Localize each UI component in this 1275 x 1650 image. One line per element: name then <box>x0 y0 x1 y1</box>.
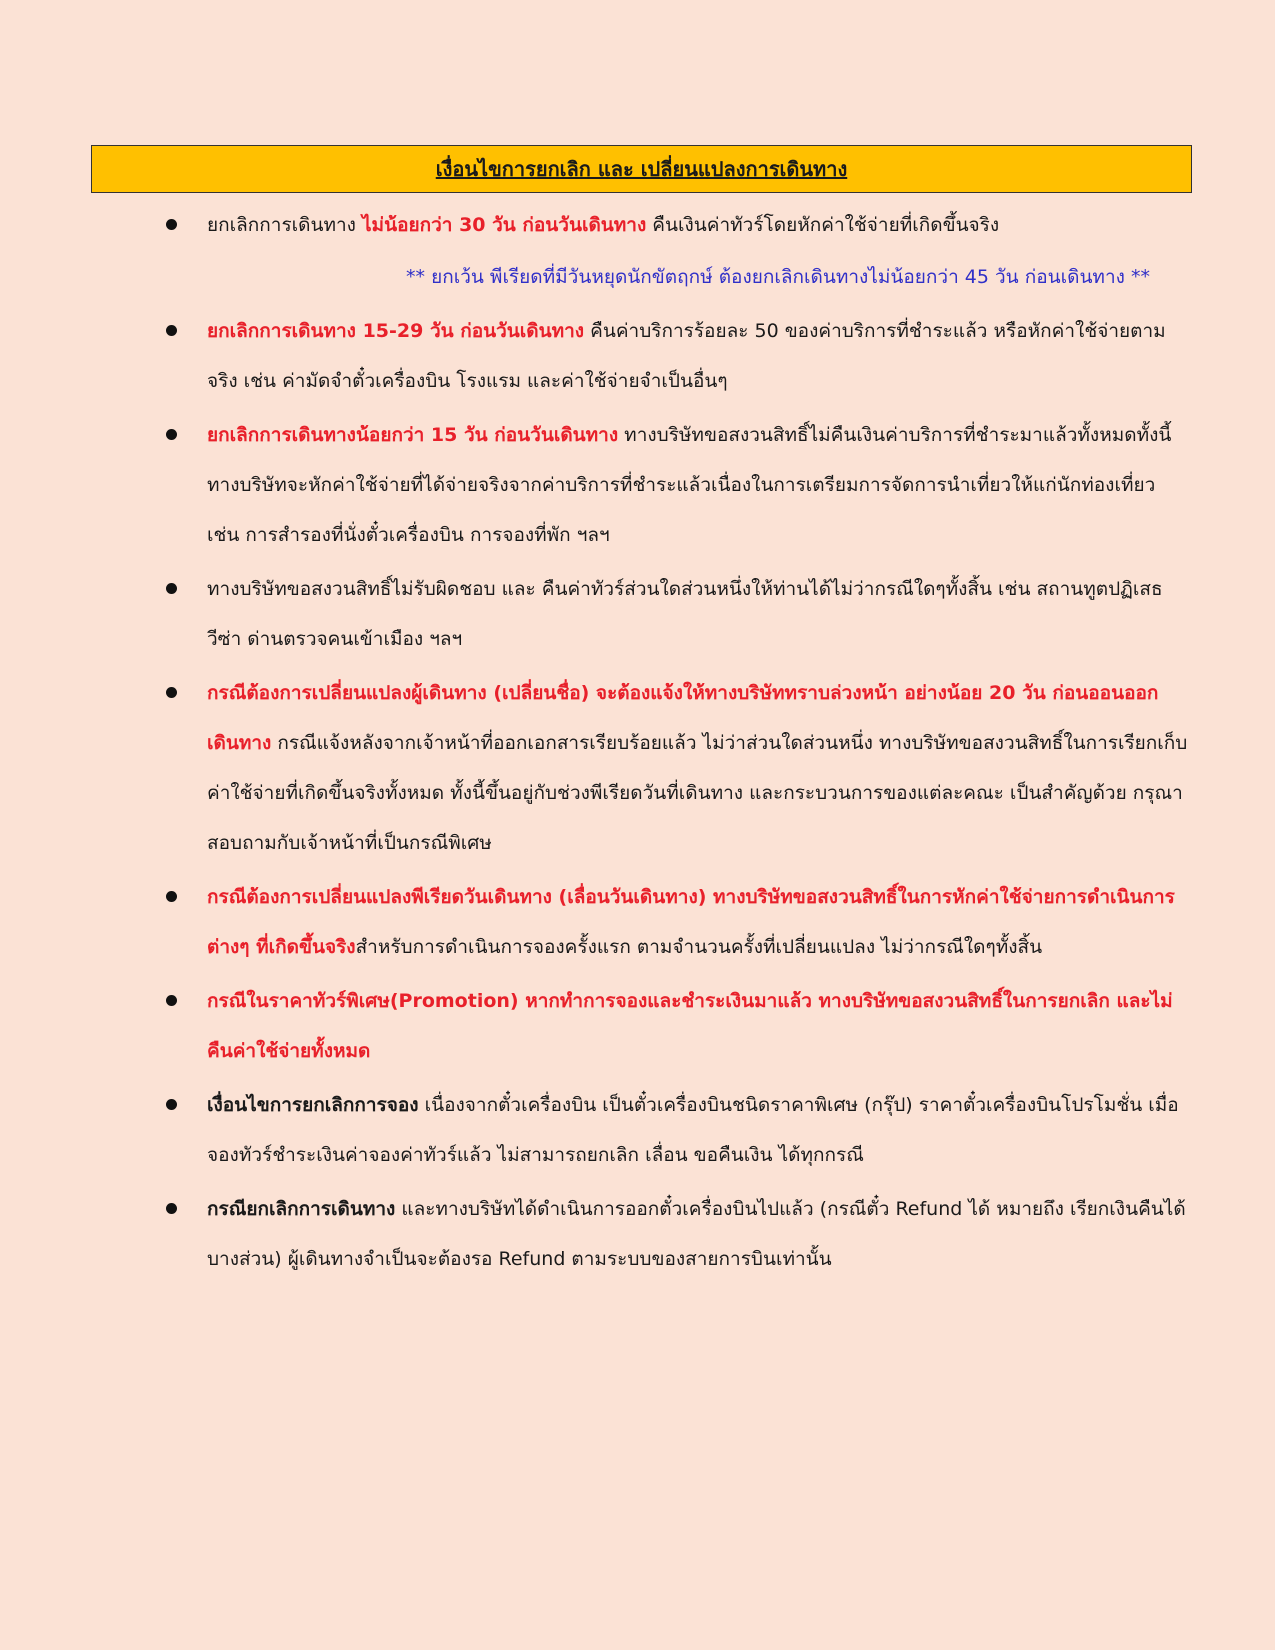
list-item: ยกเลิกการเดินทาง 15-29 วัน ก่อนวันเดินทาง คืนค่าบริการร้อยละ 50 ของค่าบริการที่ชำระแล้ว หรือหักค่าใช้จ่ายตามจริง เช่น ค่ามัดจำตั๋วเครื่องบิน โรงแรม และค่าใช้จ่ายจำเป็นอื่นๆ <box>166 306 1190 406</box>
page-title: เงื่อนไขการยกเลิก และ เปลี่ยนแปลงการเดินทาง <box>435 157 848 181</box>
list-item: เงื่อนไขการยกเลิกการจอง เนื่องจากตั๋วเครื่องบิน เป็นตั๋วเครื่องบินชนิดราคาพิเศษ (กรุ๊ป) ราคาตั๋วเครื่องบินโปรโมชั่น เมื่อจองทัวร์ชำระเงินค่าจองค่าทัวร์แล้ว ไม่สามารถยกเลิก เลื่อน ขอคืนเงิน ได้ทุกกรณี <box>166 1080 1190 1180</box>
list-item: ยกเลิกการเดินทางน้อยกว่า 15 วัน ก่อนวันเดินทาง ทางบริษัทขอสงวนสิทธิ์ไม่คืนเงินค่าบริการที่ชำระมาแล้วทั้งหมดทั้งนี้ ทางบริษัทจะหักค่าใช้จ่ายที่ได้จ่ายจริงจากค่าบริการที่ชำระแล้วเนื่องในการเตรียมการจัดการนำเที่ยวให้แก่นักท่องเที่ยว เช่น การสำรองที่นั่งตั๋วเครื่องบิน การจองที่พัก ฯลฯ <box>166 410 1190 560</box>
list-item: กรณีต้องการเปลี่ยนแปลงพีเรียดวันเดินทาง (เลื่อนวันเดินทาง) ทางบริษัทขอสงวนสิทธิ์ในการหักค่าใช้จ่ายการดำเนินการต่างๆ ที่เกิดขึ้นจริงสำหรับการดำเนินการจองครั้งแรก ตามจำนวนครั้งที่เปลี่ยนแปลง ไม่ว่ากรณีใดๆทั้งสิ้น <box>166 872 1190 972</box>
bullet-icon <box>166 325 177 336</box>
conditions-list <box>166 200 1190 1288</box>
exception-note: ** ยกเว้น พีเรียดที่มีวันหยุดนักขัตฤกษ์ ต้องยกเลิกเดินทางไม่น้อยกว่า 45 วัน ก่อนเดินทาง ** <box>406 266 1150 288</box>
list-item: กรณีต้องการเปลี่ยนแปลงผู้เดินทาง (เปลี่ยนชื่อ) จะต้องแจ้งให้ทางบริษัททราบล่วงหน้า อย่างน้อย 20 วัน ก่อนออนออกเดินทาง กรณีแจ้งหลังจากเจ้าหน้าที่ออกเอกสารเรียบร้อยแล้ว ไม่ว่าส่วนใดส่วนหนึ่ง ทางบริษัทขอสงวนสิทธิ์ในการเรียกเก็บค่าใช้จ่ายที่เกิดขึ้นจริงทั้งหมด ทั้งนี้ขึ้นอยู่กับช่วงพีเรียดวันที่เดินทาง และกระบวนการของแต่ละคณะ เป็นสำคัญด้วย กรุณาสอบถามกับเจ้าหน้าที่เป็นกรณีพิเศษ <box>166 668 1190 868</box>
list-item: ทางบริษัทขอสงวนสิทธิ์ไม่รับผิดชอบ และ คืนค่าทัวร์ส่วนใดส่วนหนึ่งให้ท่านได้ไม่ว่ากรณีใดๆทั้งสิ้น เช่น สถานทูตปฏิเสธวีซ่า ด่านตรวจคนเข้าเมือง ฯลฯ <box>166 564 1190 664</box>
list-item: ยกเลิกการเดินทาง ไม่น้อยกว่า 30 วัน ก่อนวันเดินทาง คืนเงินค่าทัวร์โดยหักค่าใช้จ่ายที่เกิดขึ้นจริง <box>166 200 1190 250</box>
list-item: กรณีในราคาทัวร์พิเศษ(Promotion) หากทำการจองและชำระเงินมาแล้ว ทางบริษัทขอสงวนสิทธิ์ในการยกเลิก และไม่คืนค่าใช้จ่ายทั้งหมด <box>166 976 1190 1076</box>
bullet-icon <box>166 219 177 230</box>
bullet-icon <box>166 1203 177 1214</box>
bullet-icon <box>166 995 177 1006</box>
bullet-icon <box>166 687 177 698</box>
bullet-icon <box>166 583 177 594</box>
bullet-icon <box>166 1099 177 1110</box>
list-item: กรณียกเลิกการเดินทาง และทางบริษัทได้ดำเนินการออกตั๋วเครื่องบินไปแล้ว (กรณีตั๋ว Refund ได้ หมายถึง เรียกเงินคืนได้บางส่วน) ผู้เดินทางจำเป็นจะต้องรอ Refund ตามระบบของสายการบินเท่านั้น <box>166 1184 1190 1284</box>
bullet-icon <box>166 429 177 440</box>
bullet-icon <box>166 891 177 902</box>
title-banner <box>91 145 1192 193</box>
